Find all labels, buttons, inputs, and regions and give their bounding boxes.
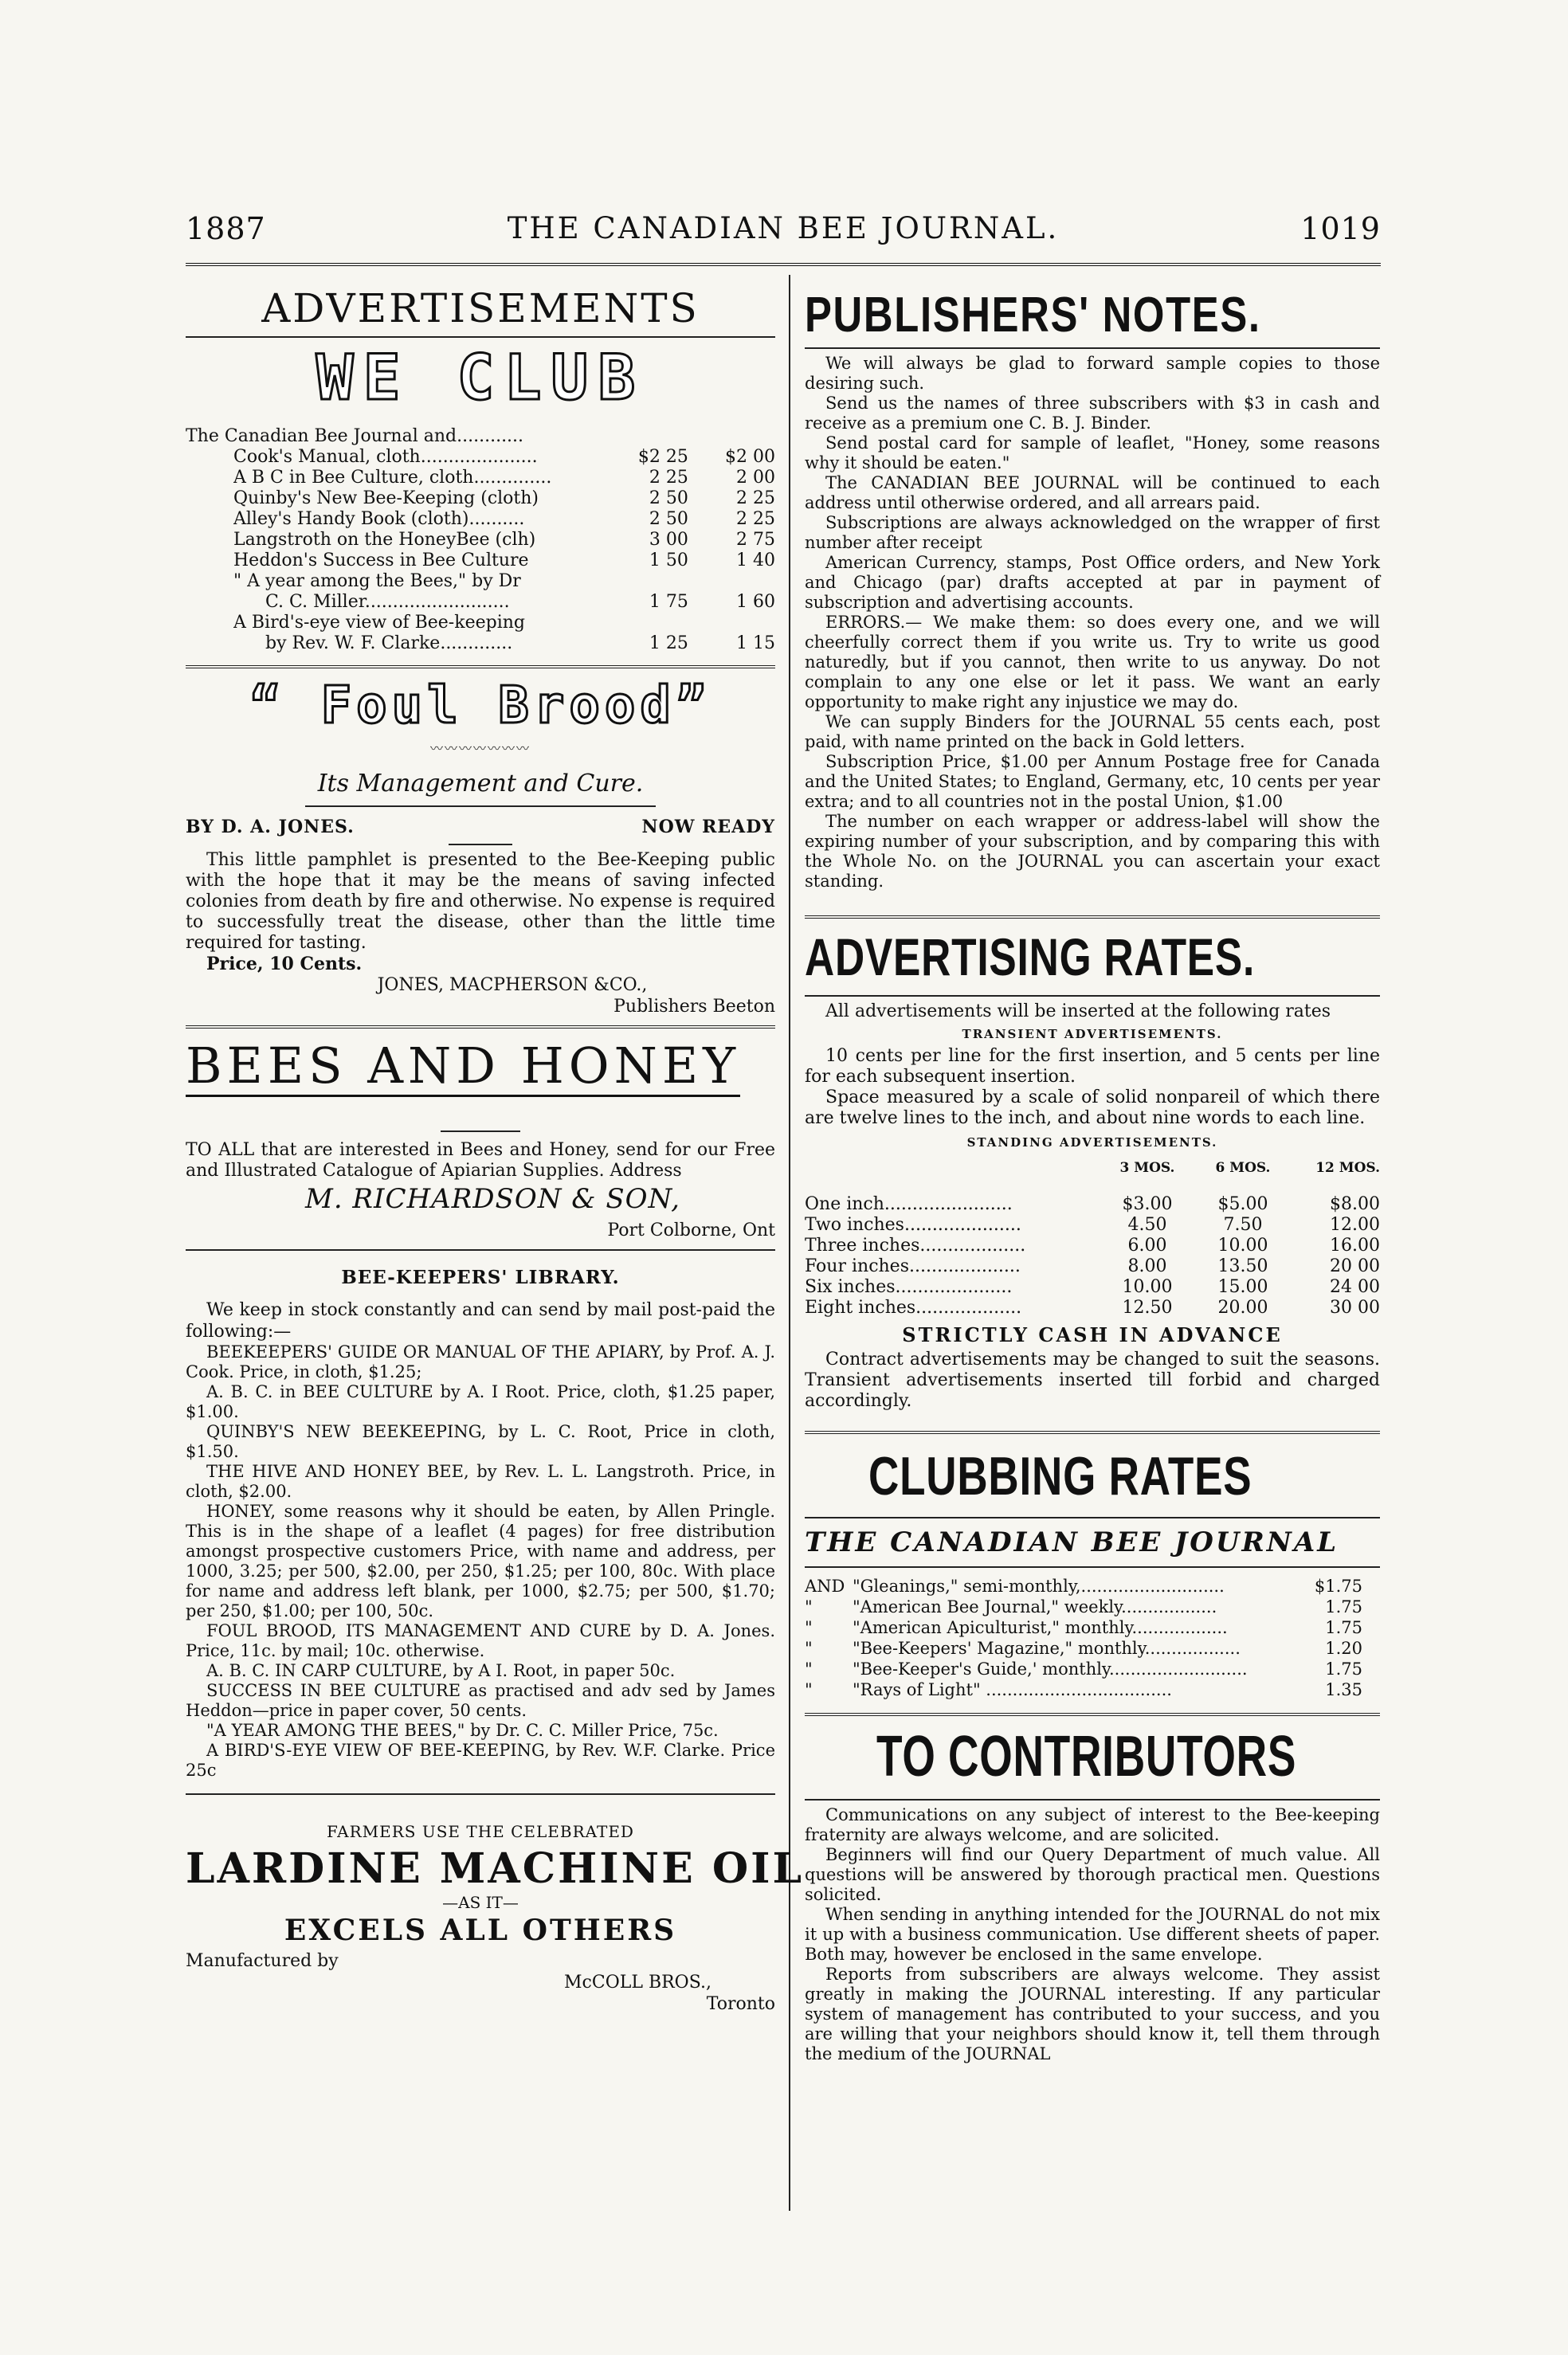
library-item: A BIRD'S-EYE VIEW OF BEE-KEEPING, by Rev. W.F. Clarke. Price 25c: [186, 1741, 775, 1780]
clubbing-price: 1.75: [1325, 1618, 1362, 1637]
foul-brood-author: BY D. A. JONES.: [186, 817, 355, 837]
club-price-a: [608, 613, 688, 633]
publishers-paragraph: We will always be glad to forward sample copies to those desiring such.: [805, 354, 1380, 393]
rate-value: 15.00: [1217, 1277, 1268, 1297]
clubbing-name: "Bee-Keeper's Guide,' monthly..........................: [853, 1659, 1248, 1679]
foul-brood-price: Price, 10 Cents.: [206, 954, 363, 974]
club-price-b: [688, 571, 775, 592]
rate-label: Eight inches...................: [805, 1298, 1022, 1318]
contributors-paragraph: When sending in anything intended for the JOURNAL do not mix it up with a business communication. Use different sheets of paper. Both may, however be enclosed in the same envelope.: [805, 1905, 1380, 1964]
club-intro: The Canadian Bee Journal and............: [186, 426, 524, 446]
divider: [805, 1799, 1380, 1801]
rate-label: Two inches.....................: [805, 1215, 1021, 1235]
clubbing-item: [805, 1617, 1362, 1638]
rate-value: $5.00: [1217, 1194, 1268, 1214]
club-item: [233, 551, 775, 571]
club-price-a: 2 50: [649, 488, 688, 508]
ornament: 〰〰〰〰〰〰〰: [429, 741, 531, 756]
col-head: 6 MOS.: [1215, 1160, 1271, 1176]
divider: [805, 1517, 1380, 1518]
year: 1887: [186, 211, 266, 246]
lardine-mfd: Manufactured by: [186, 1951, 339, 1971]
clubbing-journal: THE CANADIAN BEE JOURNAL: [805, 1526, 1339, 1558]
club-item-title: by Rev. W. F. Clarke.............: [265, 633, 513, 653]
club-price-a: [608, 571, 688, 592]
advertisements-heading: ADVERTISEMENTS: [261, 285, 700, 331]
adv-rates-intro: All advertisements will be inserted at the following rates: [825, 1001, 1331, 1021]
lardine-excels: EXCELS ALL OTHERS: [284, 1914, 677, 1947]
club-item: [233, 633, 775, 654]
publishers-paragraph: American Currency, stamps, Post Office orders, and New York and Chicago (par) drafts accepted at par in payment of subscription and advertising accounts.: [805, 553, 1380, 612]
clubbing-price: $1.75: [1314, 1577, 1362, 1596]
clubbing-prefix: ": [805, 1639, 813, 1658]
club-item-title: " A year among the Bees," by Dr: [233, 571, 521, 591]
clubbing-price: 1.75: [1325, 1659, 1362, 1679]
clubbing-price: 1.20: [1325, 1639, 1362, 1658]
lardine-top: FARMERS USE THE CELEBRATED: [327, 1822, 634, 1841]
divider: [186, 1025, 775, 1029]
transient-heading: TRANSIENT ADVERTISEMENTS.: [962, 1027, 1223, 1041]
club-item-title: Langstroth on the HoneyBee (clh): [233, 530, 536, 550]
club-price-a: 1 75: [649, 592, 688, 612]
publishers-paragraph: The number on each wrapper or address-label will show the expiring number of your subscription, and by comparing this with the Whole No. on the JOURNAL you can ascertain your exact standing.: [805, 812, 1380, 891]
rate-value: 10.00: [1122, 1277, 1173, 1297]
clubbing-item: [805, 1659, 1362, 1679]
bees-honey-firm: M. RICHARDSON & SON,: [305, 1183, 680, 1215]
standing-rates-table: [805, 1158, 1380, 1319]
rate-value: 16.00: [1330, 1236, 1380, 1256]
contributors-text: [805, 1805, 1380, 2064]
adv-rates-heading: ADVERTISING RATES.: [805, 927, 1256, 986]
publishers-paragraph: We can supply Binders for the JOURNAL 55 cents each, post paid, with name printed on the back in Gold letters.: [805, 712, 1380, 751]
bees-honey-place: Port Colborne, Ont: [607, 1221, 775, 1240]
rate-value: 10.00: [1217, 1236, 1268, 1256]
bees-honey-block: [186, 1036, 775, 1124]
clubbing-item: [805, 1576, 1362, 1597]
club-price-a: 2 25: [649, 468, 688, 488]
divider: [449, 844, 512, 845]
divider: [186, 1249, 775, 1251]
contributors-paragraph: Beginners will find our Query Department of much value. All questions will be answered by thorough practical men. Questions solicited.: [805, 1845, 1380, 1904]
rate-value: 20 00: [1330, 1256, 1380, 1276]
rate-value: 7.50: [1223, 1215, 1263, 1235]
contributors-paragraph: Reports from subscribers are always welcome. They assist greatly in making the JOURNAL interesting. If any particular system of management has contributed to your success, and you are willing that your neighbors should know it, tell them through the medium of the JOURNAL: [805, 1965, 1380, 2063]
rate-value: $3.00: [1122, 1194, 1173, 1214]
club-item-title: A Bird's-eye view of Bee-keeping: [233, 613, 525, 633]
rate-value: 13.50: [1217, 1256, 1268, 1276]
clubbing-price: 1.75: [1325, 1597, 1362, 1616]
club-item: [233, 530, 775, 551]
rate-value: $8.00: [1330, 1194, 1380, 1214]
clubbing-price: 1.35: [1325, 1680, 1362, 1699]
divider: [805, 1713, 1380, 1716]
standing-heading: STANDING ADVERTISEMENTS.: [966, 1135, 1218, 1150]
rate-value: 12.50: [1122, 1298, 1173, 1318]
club-item-title: Cook's Manual, cloth.....................: [233, 447, 538, 467]
clubbing-prefix: ": [805, 1659, 813, 1679]
library-item: THE HIVE AND HONEY BEE, by Rev. L. L. Langstroth. Price, in cloth, $2.00.: [186, 1462, 775, 1501]
clubbing-name: "Bee-Keepers' Magazine," monthly..................: [853, 1639, 1241, 1658]
col-head: 3 MOS.: [1119, 1160, 1175, 1176]
publishers-paragraph: Subscription Price, $1.00 per Annum Postage free for Canada and the United States; to England, Germany, etc, 10 cents per year extra; and to all countries not in the postal Union, $1.00: [805, 752, 1380, 811]
club-price-b: 2 00: [736, 468, 775, 488]
club-item: [233, 468, 775, 488]
contributors-paragraph: Communications on any subject of interest to the Bee-keeping fraternity are always welcome, and are solicited.: [805, 1805, 1380, 1844]
library-intro: We keep in stock constantly and can send by mail post-paid the following:—: [186, 1300, 775, 1342]
library-list: [186, 1342, 775, 1781]
rate-label: Four inches....................: [805, 1256, 1021, 1276]
divider: [305, 805, 656, 807]
club-price-b: [688, 613, 775, 633]
clubbing-heading: CLUBBING RATES: [868, 1446, 1252, 1507]
rate-row: [805, 1298, 1380, 1319]
clubbing-name: "American Apiculturist," monthly..................: [853, 1618, 1228, 1637]
contract-text: Contract advertisements may be changed to suit the seasons. Transient advertisements inserted till forbid and charged accordingly.: [805, 1350, 1380, 1411]
transient-text: 10 cents per line for the first insertion, and 5 cents per line for each subsequent insertion.: [805, 1046, 1380, 1087]
clubbing-prefix: AND: [805, 1577, 845, 1596]
clubbing-name: "Gleanings," semi-monthly,...........................: [853, 1577, 1225, 1596]
clubbing-item: [805, 1638, 1362, 1659]
library-item: "A YEAR AMONG THE BEES," by Dr. C. C. Miller Price, 75c.: [206, 1721, 719, 1740]
journal-title: THE CANADIAN BEE JOURNAL.: [507, 211, 1060, 245]
publishers-notes: [805, 354, 1380, 891]
divider: [186, 665, 775, 668]
club-price-a: $2 25: [637, 447, 688, 467]
library-item: HONEY, some reasons why it should be eaten, by Allen Pringle. This is in the shape of a leaflet (4 pages) for free distribution amongst prospective customers Price, with name and address, per 1000, 3.25; per 500, $2.00, per 250, $1.25; per 100, 80c. With place for name and address left blank, per 1000, $2.75; per 500, $1.70; per 250, $1.00; per 100, 50c.: [186, 1502, 775, 1620]
club-list: [186, 425, 775, 654]
contributors-heading: TO CONTRIBUTORS: [876, 1725, 1297, 1789]
rate-label: Six inches.....................: [805, 1277, 1013, 1297]
library-heading: BEE-KEEPERS' LIBRARY.: [341, 1267, 620, 1288]
clubbing-item: [805, 1679, 1362, 1700]
col-head: 12 MOS.: [1315, 1160, 1380, 1176]
rate-row: [805, 1236, 1380, 1256]
club-price-b: 1 40: [736, 551, 775, 570]
publishers-paragraph: The CANADIAN BEE JOURNAL will be continued to each address until otherwise ordered, and all arrears paid.: [805, 473, 1380, 512]
club-item-title: Alley's Handy Book (cloth)..........: [233, 509, 525, 529]
library-item: FOUL BROOD, ITS MANAGEMENT AND CURE by D. A. Jones. Price, 11c. by mail; 10c. otherwise.: [186, 1621, 775, 1660]
clubbing-prefix: ": [805, 1597, 813, 1616]
lardine-firm: McCOLL BROS.,: [564, 1973, 711, 1993]
rate-row: [805, 1277, 1380, 1298]
clubbing-name: "American Bee Journal," weekly..................: [853, 1597, 1217, 1616]
strictly-cash: STRICTLY CASH IN ADVANCE: [902, 1323, 1283, 1346]
club-item: [233, 592, 775, 613]
we-club-heading: WE CLUB: [316, 343, 645, 414]
rate-label: Three inches...................: [805, 1236, 1026, 1256]
publishers-paragraph: Send postal card for sample of leaflet, "Honey, some reasons why it should be eaten.": [805, 433, 1380, 472]
club-item: [233, 447, 775, 468]
club-price-b: $2 00: [725, 447, 775, 467]
library-item: A. B. C. IN CARP CULTURE, by A I. Root, in paper 50c.: [206, 1661, 676, 1680]
top-rule: [186, 263, 1381, 266]
space-text: Space measured by a scale of solid nonpareil of which there are twelve lines to the inch, and about nine words to each line.: [805, 1087, 1380, 1128]
rate-row: [805, 1215, 1380, 1236]
divider: [805, 347, 1380, 349]
club-item-title: C. C. Miller..........................: [265, 592, 510, 612]
club-price-a: 1 50: [649, 551, 688, 570]
column-divider: [789, 275, 790, 2211]
rate-row: [805, 1194, 1380, 1215]
rate-value: 20.00: [1217, 1298, 1268, 1318]
club-item: [233, 613, 775, 633]
lardine-city: Toronto: [706, 1994, 775, 2014]
lardine-heading: LARDINE MACHINE OIL: [186, 1844, 805, 1893]
clubbing-item: [805, 1597, 1362, 1617]
divider: [441, 1130, 520, 1132]
foul-brood-publisher-city: Publishers Beeton: [613, 997, 775, 1017]
club-item-title: Quinby's New Bee-Keeping (cloth): [233, 488, 539, 508]
rate-label: One inch.......................: [805, 1194, 1013, 1214]
foul-brood-heading: “ Foul Brood”: [249, 676, 711, 735]
club-item-title: A B C in Bee Culture, cloth..............: [233, 468, 552, 488]
library-item: A. B. C. in BEE CULTURE by A. I Root. Price, cloth, $1.25 paper, $1.00.: [186, 1382, 775, 1421]
rate-value: 30 00: [1330, 1298, 1380, 1318]
club-item: [233, 571, 775, 592]
publishers-paragraph: Subscriptions are always acknowledged on the wrapper of first number after receipt: [805, 513, 1380, 552]
divider: [805, 915, 1380, 919]
publishers-heading: PUBLISHERS' NOTES.: [805, 288, 1261, 343]
club-price-b: 2 25: [736, 509, 775, 529]
club-item: [233, 488, 775, 509]
clubbing-table: [805, 1576, 1362, 1700]
library-item: QUINBY'S NEW BEEKEEPING, by L. C. Root, Price in cloth, $1.50.: [186, 1422, 775, 1461]
clubbing-name: "Rays of Light" ...................................: [853, 1680, 1172, 1699]
foul-brood-publisher: JONES, MACPHERSON &CO.,: [377, 975, 648, 995]
club-price-b: 2 25: [736, 488, 775, 508]
left-column: [186, 279, 805, 2015]
club-price-b: 2 75: [736, 530, 775, 550]
clubbing-prefix: ": [805, 1618, 813, 1637]
bees-honey-heading: BEES AND HONEY: [186, 1036, 740, 1097]
foul-brood-text: This little pamphlet is presented to the Bee-Keeping public with the hope that it may be the means of saving infected colonies from death by fire and otherwise. No expense is required to successfully treat the disease, other than the little time required for tasting.: [186, 850, 775, 953]
lardine-as-it: —AS IT—: [442, 1893, 519, 1912]
club-price-a: 3 00: [649, 530, 688, 550]
bees-honey-text: TO ALL that are interested in Bees and Honey, send for our Free and Illustrated Catalogue of Apiarian Supplies. Address: [186, 1140, 775, 1181]
divider: [805, 1431, 1380, 1434]
divider: [805, 995, 1380, 997]
divider: [805, 1566, 1380, 1568]
divider: [186, 1793, 775, 1795]
foul-brood-subtitle: Its Management and Cure.: [317, 770, 644, 797]
club-price-a: 2 50: [649, 509, 688, 529]
divider: [186, 336, 775, 338]
club-price-a: 1 25: [649, 633, 688, 653]
rate-value: 6.00: [1127, 1236, 1167, 1256]
publishers-paragraph: ERRORS.— We make them: so does every one, and we will cheerfully correct them if you write us. Try to write us good naturedly, but if you cannot, then write to us anyway. Do not complain to any one else or let it pass. We want an early opportunity to make right any injustice we may do.: [805, 613, 1380, 711]
page-number: 1019: [1300, 211, 1381, 246]
club-price-b: 1 15: [736, 633, 775, 653]
library-item: BEEKEEPERS' GUIDE OR MANUAL OF THE APIARY, by Prof. A. J. Cook. Price, in cloth, $1.25;: [186, 1342, 775, 1381]
foul-brood-ready: NOW READY: [641, 817, 775, 837]
rate-value: 4.50: [1127, 1215, 1167, 1235]
club-item-title: Heddon's Success in Bee Culture: [233, 551, 529, 570]
rate-value: 12.00: [1330, 1215, 1380, 1235]
publishers-paragraph: Send us the names of three subscribers with $3 in cash and receive as a premium one C. B. J. Binder.: [805, 394, 1380, 433]
library-item: SUCCESS IN BEE CULTURE as practised and adv sed by James Heddon—price in paper cover, 50 cents.: [186, 1681, 775, 1720]
club-price-b: 1 60: [736, 592, 775, 612]
rate-row: [805, 1256, 1380, 1277]
club-table: [233, 447, 775, 654]
rate-value: 24 00: [1330, 1277, 1380, 1297]
club-item: [233, 509, 775, 530]
rate-value: 8.00: [1127, 1256, 1167, 1276]
right-column: [805, 279, 1380, 2064]
clubbing-prefix: ": [805, 1680, 813, 1699]
running-head: [186, 211, 1381, 259]
